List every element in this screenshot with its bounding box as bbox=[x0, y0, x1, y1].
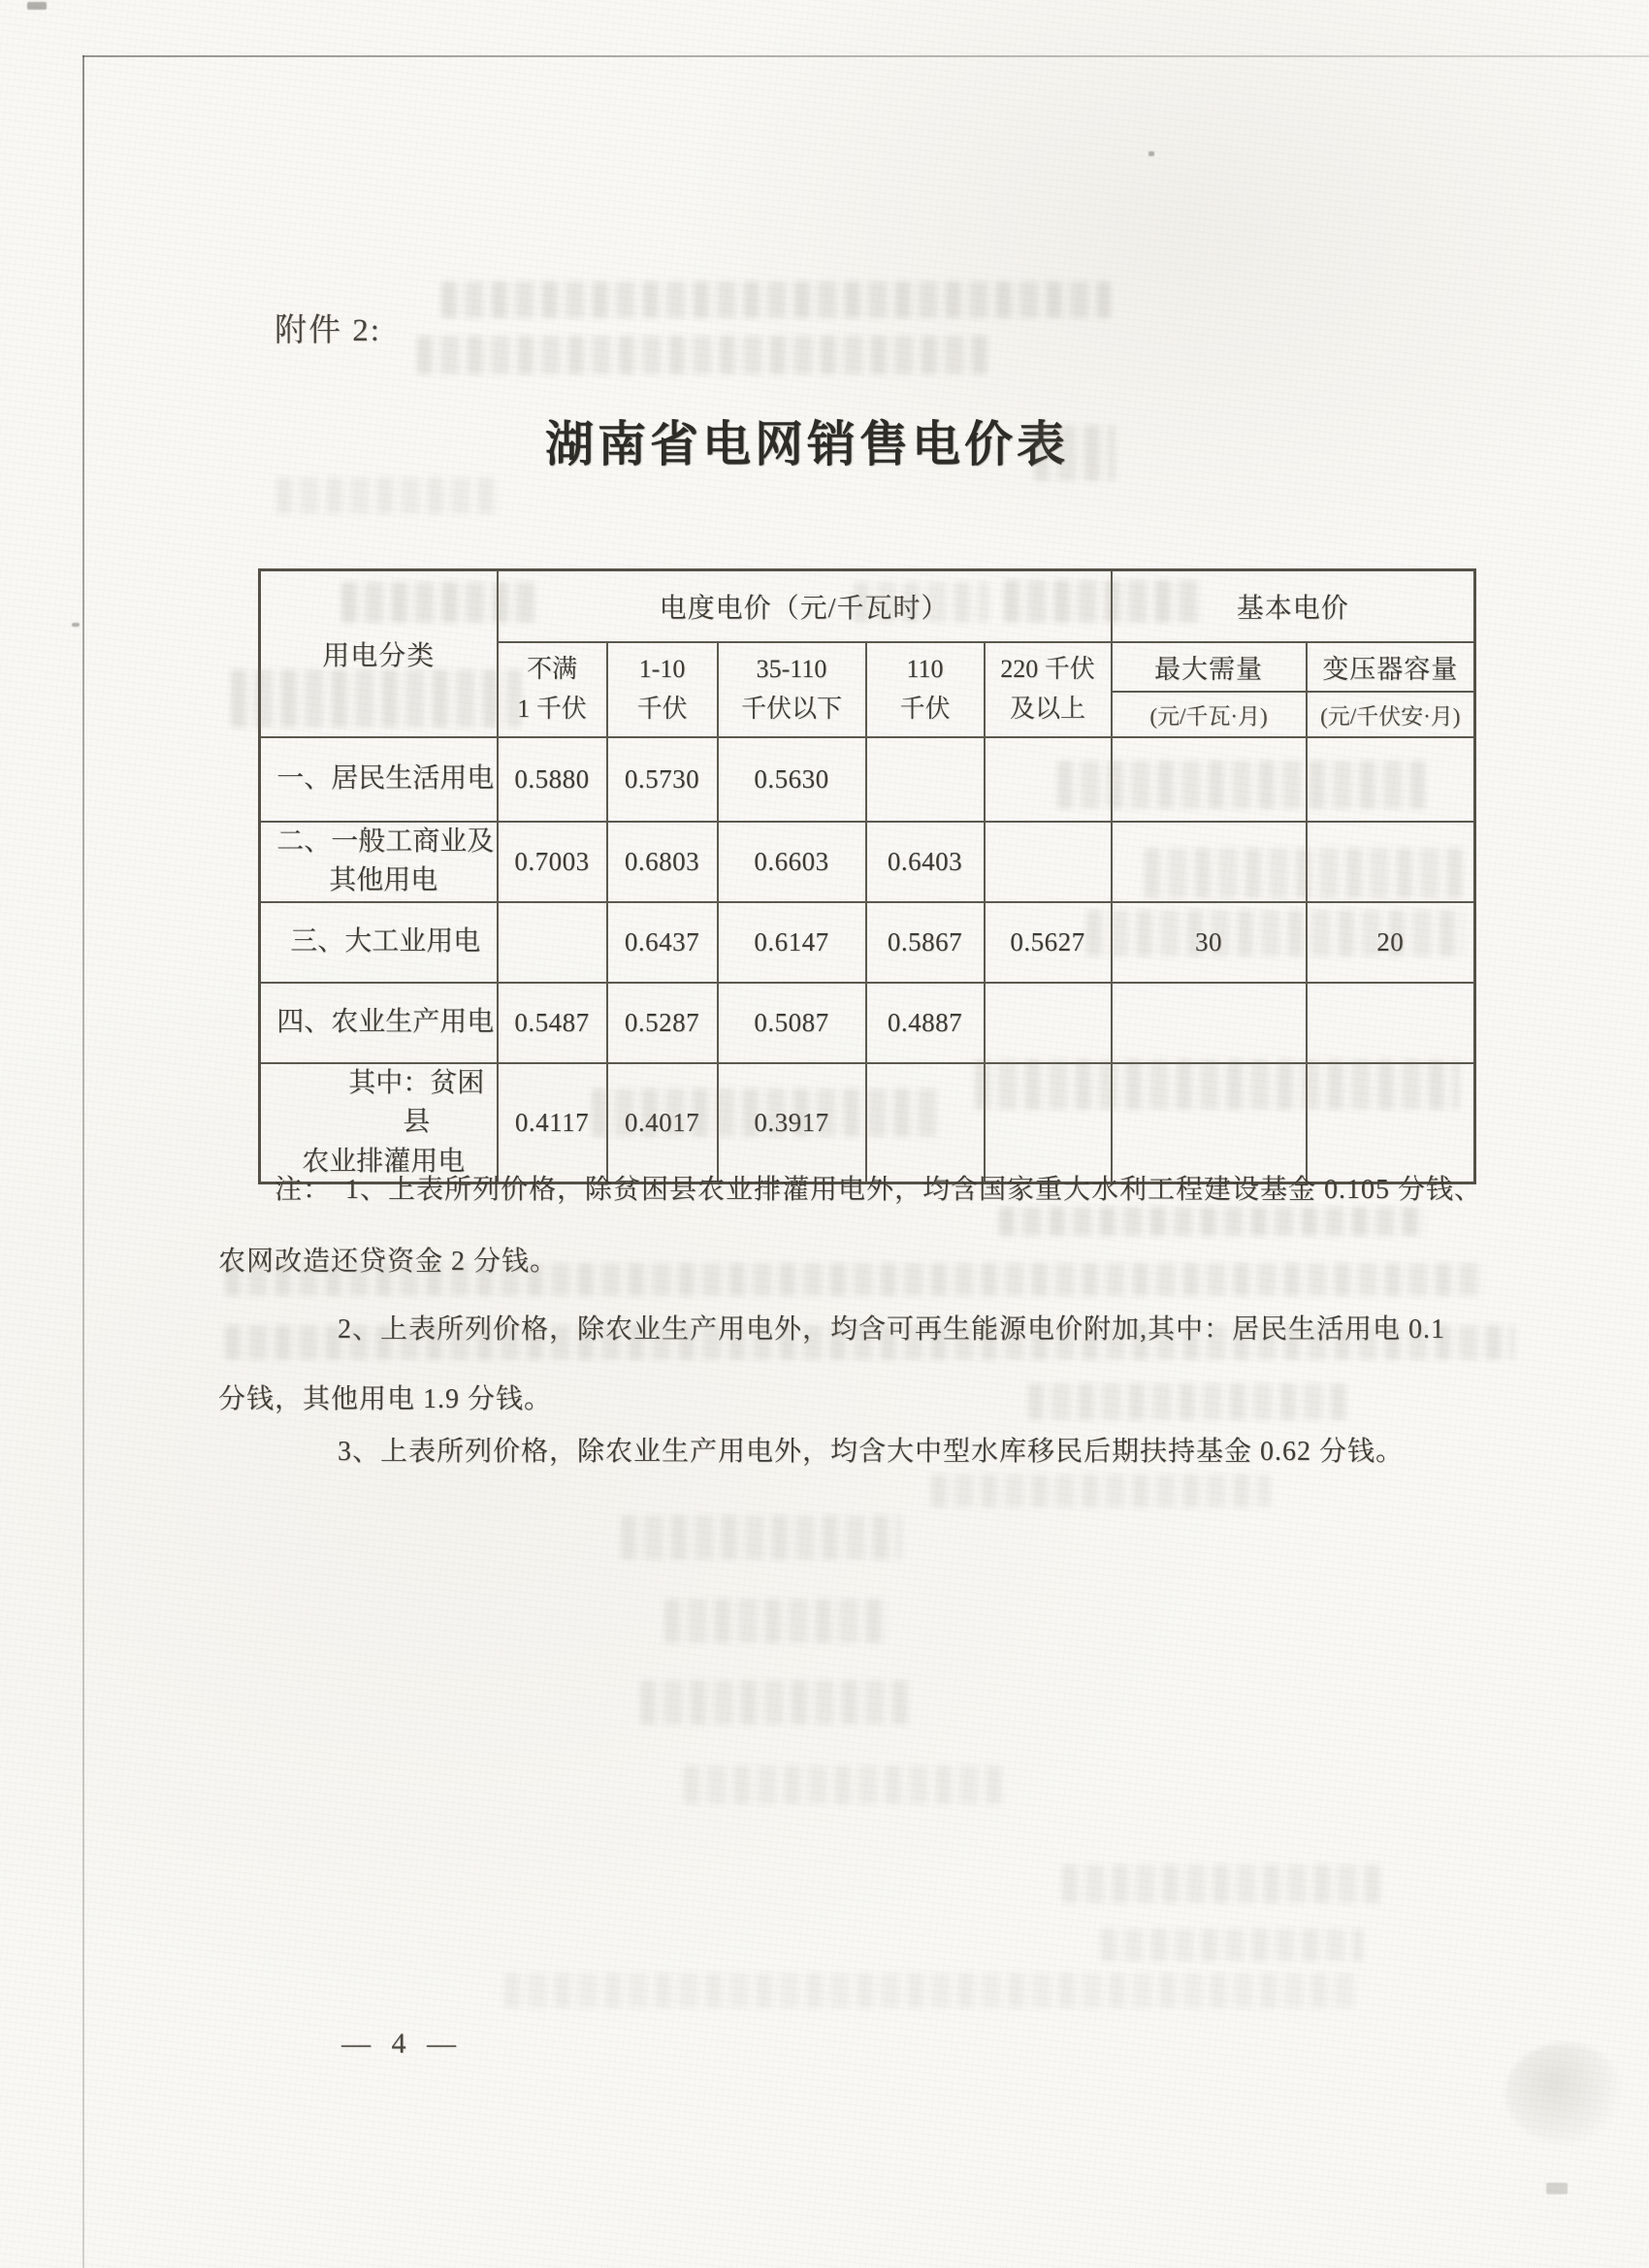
table-cell-value bbox=[1112, 983, 1307, 1063]
table-cell-value: 30 bbox=[1112, 902, 1307, 983]
table-cell-value bbox=[985, 822, 1112, 902]
table-row bbox=[260, 737, 1475, 822]
bleed-through-ghost bbox=[417, 336, 989, 374]
table-cell-value: 0.6403 bbox=[866, 822, 985, 902]
note-2-line-1: 2、上表所列价格，除农业生产用电外，均含可再生能源电价附加,其中：居民生活用电 0.1 bbox=[338, 1314, 1446, 1345]
header-basic-price-group: 基本电价 bbox=[1112, 570, 1475, 642]
row-label-line: 一、居民生活用电 bbox=[276, 762, 495, 794]
bleed-through-ghost bbox=[999, 1207, 1426, 1236]
header-max-demand bbox=[1112, 642, 1307, 737]
table-cell-value bbox=[498, 902, 607, 983]
header-max-demand-unit: (元/千瓦·月) bbox=[1149, 703, 1268, 729]
bleed-through-ghost bbox=[640, 1680, 912, 1725]
table-row bbox=[260, 902, 1475, 983]
smudge-mark bbox=[1505, 2043, 1624, 2144]
row-label-line: 其他用电 bbox=[329, 865, 438, 896]
row-label-line: 农业排灌用电 bbox=[302, 1146, 466, 1177]
table-cell-value: 0.5627 bbox=[985, 902, 1112, 983]
table-cell-value: 0.5487 bbox=[498, 983, 607, 1063]
bleed-through-ghost bbox=[1062, 1864, 1382, 1903]
header-110kv bbox=[866, 642, 985, 737]
table-cell-value: 0.6803 bbox=[607, 822, 718, 902]
speck-mark bbox=[1148, 151, 1154, 156]
row-label bbox=[260, 737, 498, 822]
scan-page-edge-top bbox=[82, 55, 1649, 57]
note-1-line-1: 注： 1、上表所列价格，除贫困县农业排灌用电外，均含国家重大水利工程建设基金 0.105 分钱、 bbox=[275, 1175, 1483, 1205]
table-cell-value: 20 bbox=[1307, 902, 1475, 983]
table-cell-value bbox=[985, 1063, 1112, 1183]
table-cell-value: 0.6147 bbox=[718, 902, 866, 983]
bleed-through-ghost bbox=[621, 1515, 902, 1560]
scan-page-edge-left bbox=[82, 55, 84, 2268]
header-transformer-title: 变压器容量 bbox=[1308, 643, 1474, 694]
attachment-label: 附件 2: bbox=[275, 313, 381, 348]
table-cell-value bbox=[1112, 737, 1307, 822]
header-line: 千伏以下 bbox=[740, 694, 842, 723]
table-cell-value bbox=[1307, 983, 1475, 1063]
table-cell-value: 0.5880 bbox=[498, 737, 607, 822]
bleed-through-ghost bbox=[1028, 1383, 1348, 1420]
table-cell-value: 0.5730 bbox=[607, 737, 718, 822]
table-cell-value: 0.4887 bbox=[866, 983, 985, 1063]
bleed-through-ghost bbox=[931, 1474, 1271, 1507]
page-title: 湖南省电网销售电价表 bbox=[545, 417, 1069, 471]
row-label bbox=[260, 1063, 498, 1183]
table-cell-value bbox=[1112, 1063, 1307, 1183]
table-cell-value: 0.5867 bbox=[866, 902, 985, 983]
table-cell-value bbox=[1307, 1063, 1475, 1183]
header-max-demand-title: 最大需量 bbox=[1113, 643, 1306, 694]
header-usage-category: 用电分类 bbox=[260, 570, 498, 737]
row-label bbox=[260, 983, 498, 1063]
electricity-price-table bbox=[258, 568, 1476, 1184]
table-cell-value bbox=[866, 1063, 985, 1183]
table-cell-value: 0.4017 bbox=[607, 1063, 718, 1183]
bleed-through-ghost bbox=[504, 1973, 1358, 2008]
bleed-through-ghost bbox=[664, 1599, 888, 1643]
table-cell-value: 0.3917 bbox=[718, 1063, 866, 1183]
page-number: — 4 — bbox=[341, 2027, 463, 2059]
table-cell-value: 0.6603 bbox=[718, 822, 866, 902]
header-line: 1 千伏 bbox=[517, 694, 587, 723]
header-220kv-above bbox=[985, 642, 1112, 737]
header-line: 110 bbox=[906, 655, 944, 684]
note-3: 3、上表所列价格，除农业生产用电外，均含大中型水库移民后期扶持基金 0.62 分钱。 bbox=[338, 1437, 1405, 1467]
row-label-line: 四、农业生产用电 bbox=[276, 1006, 495, 1037]
speck-mark bbox=[1546, 2183, 1568, 2194]
header-energy-price-group: 电度电价（元/千瓦时） bbox=[498, 570, 1112, 642]
row-label bbox=[260, 822, 498, 902]
header-line: 1-10 bbox=[638, 655, 686, 684]
table-cell-value bbox=[985, 983, 1112, 1063]
header-35-110kv bbox=[718, 642, 866, 737]
table-cell-value bbox=[985, 737, 1112, 822]
table-cell-value bbox=[1112, 822, 1307, 902]
header-line: 及以上 bbox=[1009, 694, 1085, 723]
table-cell-value: 0.6437 bbox=[607, 902, 718, 983]
header-transformer-capacity bbox=[1307, 642, 1475, 737]
header-1-10kv bbox=[607, 642, 718, 737]
table-cell-value bbox=[1307, 737, 1475, 822]
bleed-through-ghost bbox=[1101, 1928, 1363, 1961]
header-line: 220 千伏 bbox=[1000, 655, 1095, 684]
row-label-line: 其中：贫困县 bbox=[348, 1067, 485, 1138]
table-cell-value bbox=[1307, 822, 1475, 902]
header-under-1kv bbox=[498, 642, 607, 737]
header-transformer-unit: (元/千伏安·月) bbox=[1320, 703, 1461, 729]
header-line: 不满 bbox=[526, 655, 577, 684]
table-cell-value: 0.5630 bbox=[718, 737, 866, 822]
table-cell-value bbox=[866, 737, 985, 822]
row-label-line: 三、大工业用电 bbox=[290, 925, 481, 956]
table-row bbox=[260, 822, 1475, 902]
header-line: 千伏 bbox=[899, 694, 951, 723]
speck-mark bbox=[72, 623, 80, 627]
table-cell-value: 0.7003 bbox=[498, 822, 607, 902]
table-row bbox=[260, 983, 1475, 1063]
table-cell-value: 0.5287 bbox=[607, 983, 718, 1063]
note-1-line-2: 农网改造还贷资金 2 分钱。 bbox=[218, 1247, 559, 1277]
bleed-through-ghost bbox=[684, 1766, 1004, 1804]
bleed-through-ghost bbox=[441, 281, 1111, 318]
bleed-through-ghost bbox=[276, 477, 500, 514]
row-label bbox=[260, 902, 498, 983]
note-2-line-2: 分钱，其他用电 1.9 分钱。 bbox=[218, 1384, 553, 1414]
table-row bbox=[260, 1063, 1475, 1183]
table-cell-value: 0.4117 bbox=[498, 1063, 607, 1183]
table-cell-value: 0.5087 bbox=[718, 983, 866, 1063]
header-line: 千伏 bbox=[636, 694, 688, 723]
header-line: 35-110 bbox=[756, 655, 827, 684]
speck-mark bbox=[27, 2, 47, 10]
row-label-line: 二、一般工商业及 bbox=[276, 826, 495, 857]
